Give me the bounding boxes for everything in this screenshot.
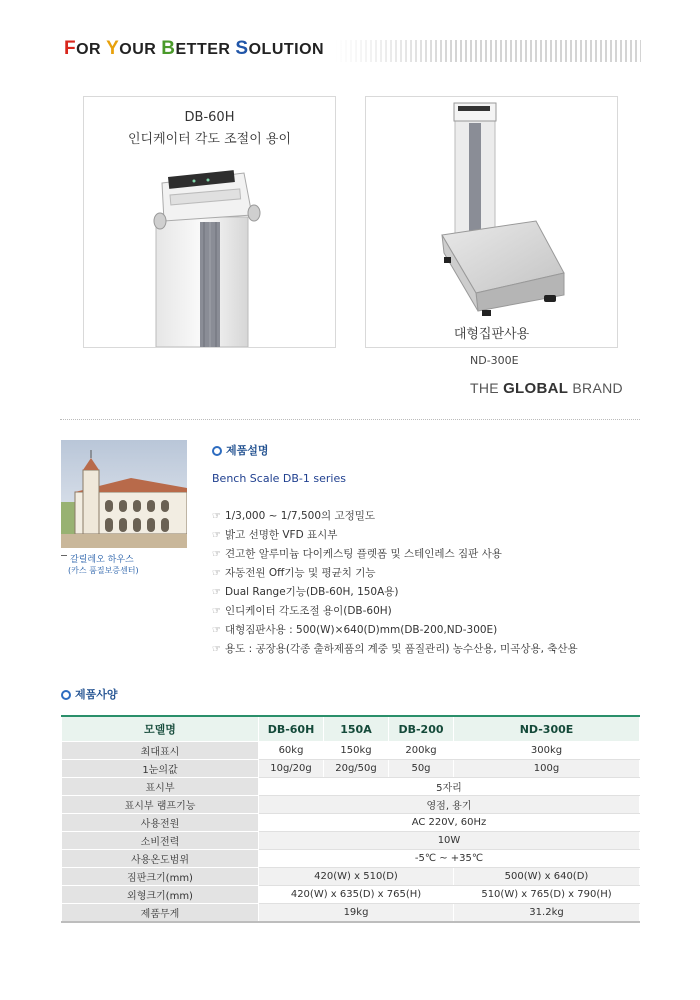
- scale-db60h-illustration: [84, 97, 335, 347]
- circle-bullet-icon: [61, 690, 71, 700]
- row-label: 1눈의값: [62, 760, 259, 778]
- slogan-banner: [64, 38, 324, 60]
- row-label: 최대표시: [62, 742, 259, 760]
- row-label: 사용전원: [62, 814, 259, 832]
- feature-item: ☞ 용도 : 공장용(각종 출하제품의 계중 및 품질관리) 농수산용, 미곡상용, 축산용: [212, 643, 578, 655]
- row-label: 표시부 램프기능: [62, 796, 259, 814]
- photo-subtitle: (카스 품질보증센터): [68, 566, 139, 575]
- feature-item: ☞ 대형짐판사용 : 500(W)×640(D)mm(DB-200,ND-300E): [212, 624, 498, 636]
- slogan-word: YOUR: [106, 38, 157, 59]
- cell: 420(W) x 635(D) x 765(H): [259, 886, 454, 904]
- cell: 150kg: [324, 742, 389, 760]
- row-label: 외형크기(mm): [62, 886, 259, 904]
- cell: 10g/20g: [259, 760, 324, 778]
- galileo-house-photo: [61, 440, 187, 548]
- table-row: [62, 778, 640, 796]
- feature-item: ☞ 밝고 선명한 VFD 표시부: [212, 529, 338, 541]
- cell: 300kg: [454, 742, 640, 760]
- product-spec-heading: 제품사양: [61, 686, 118, 702]
- cell: 200kg: [389, 742, 454, 760]
- product-model-label: ND-300E: [470, 354, 519, 367]
- cell: -5℃ ~ +35℃: [259, 850, 640, 868]
- building-image: [61, 440, 187, 548]
- slogan-word: FOR: [64, 38, 102, 59]
- pointing-hand-icon: ☞: [212, 511, 221, 522]
- pointing-hand-icon: ☞: [212, 625, 221, 636]
- product-description-heading: 제품설명: [212, 442, 269, 458]
- section-divider: [60, 419, 640, 420]
- table-row: [62, 850, 640, 868]
- cell: 420(W) x 510(D): [259, 868, 454, 886]
- row-label: 사용온도범위: [62, 850, 259, 868]
- cell: 20g/50g: [324, 760, 389, 778]
- table-header-row: [62, 716, 640, 742]
- cell: 500(W) x 640(D): [454, 868, 640, 886]
- table-row: [62, 868, 640, 886]
- cell: 510(W) x 765(D) x 790(H): [454, 886, 640, 904]
- pointing-hand-icon: ☞: [212, 644, 221, 655]
- brand-logo: THE GLOBAL BRAND: [470, 380, 623, 397]
- cell: 19kg: [259, 904, 454, 923]
- row-label: 제품무게: [62, 904, 259, 923]
- pointing-hand-icon: ☞: [212, 549, 221, 560]
- row-label: 짐판크기(mm): [62, 868, 259, 886]
- product-model-label: DB-60H: [184, 110, 235, 125]
- pointing-hand-icon: ☞: [212, 568, 221, 579]
- table-row: [62, 760, 640, 778]
- table-row: [62, 796, 640, 814]
- feature-list: [212, 507, 642, 659]
- feature-item: ☞ 견고한 알루미늄 다이케스팅 플렛폼 및 스테인레스 짐판 사용: [212, 548, 502, 560]
- header-stripe-fade: [335, 40, 455, 62]
- feature-item: ☞ 자동전원 Off기능 및 평균치 기능: [212, 567, 376, 579]
- pointing-hand-icon: ☞: [212, 530, 221, 541]
- column-header: 150A: [324, 716, 389, 742]
- product-image-nd300e: [365, 96, 618, 348]
- feature-item: ☞ 인디케이터 각도조절 용이(DB-60H): [212, 605, 392, 617]
- table-row: [62, 886, 640, 904]
- feature-item: ☞ Dual Range기능(DB-60H, 150A용): [212, 586, 399, 598]
- product-series: Bench Scale DB-1 series: [212, 472, 346, 485]
- product-image-db60h: [83, 96, 336, 348]
- cell: 60kg: [259, 742, 324, 760]
- slogan-word: BETTER: [161, 38, 231, 59]
- photo-title: 갈릴레오 하우스: [70, 555, 134, 565]
- caption-marker: [61, 555, 67, 556]
- row-label: 소비전력: [62, 832, 259, 850]
- table-row: [62, 814, 640, 832]
- column-header: ND-300E: [454, 716, 640, 742]
- cell: 50g: [389, 760, 454, 778]
- table-row: [62, 904, 640, 923]
- scale-nd300e-illustration: [366, 97, 617, 347]
- circle-bullet-icon: [212, 446, 222, 456]
- table-row: [62, 832, 640, 850]
- row-label: 표시부: [62, 778, 259, 796]
- feature-item: ☞ 1/3,000 ~ 1/7,500의 고정밀도: [212, 510, 376, 522]
- product-caption: 대형집판사용: [453, 327, 530, 342]
- column-header: DB-60H: [259, 716, 324, 742]
- cell: 100g: [454, 760, 640, 778]
- column-header: 모델명: [62, 716, 259, 742]
- slogan-word: SOLUTION: [235, 38, 325, 59]
- cell: 5자리: [259, 778, 640, 796]
- cell: 10W: [259, 832, 640, 850]
- table-row: [62, 742, 640, 760]
- pointing-hand-icon: ☞: [212, 606, 221, 617]
- column-header: DB-200: [389, 716, 454, 742]
- spec-table: [61, 715, 640, 923]
- cell: 영점, 용기: [259, 796, 640, 814]
- cell: 31.2kg: [454, 904, 640, 923]
- product-caption: 인디케이터 각도 조절이 용이: [127, 132, 292, 147]
- cell: AC 220V, 60Hz: [259, 814, 640, 832]
- pointing-hand-icon: ☞: [212, 587, 221, 598]
